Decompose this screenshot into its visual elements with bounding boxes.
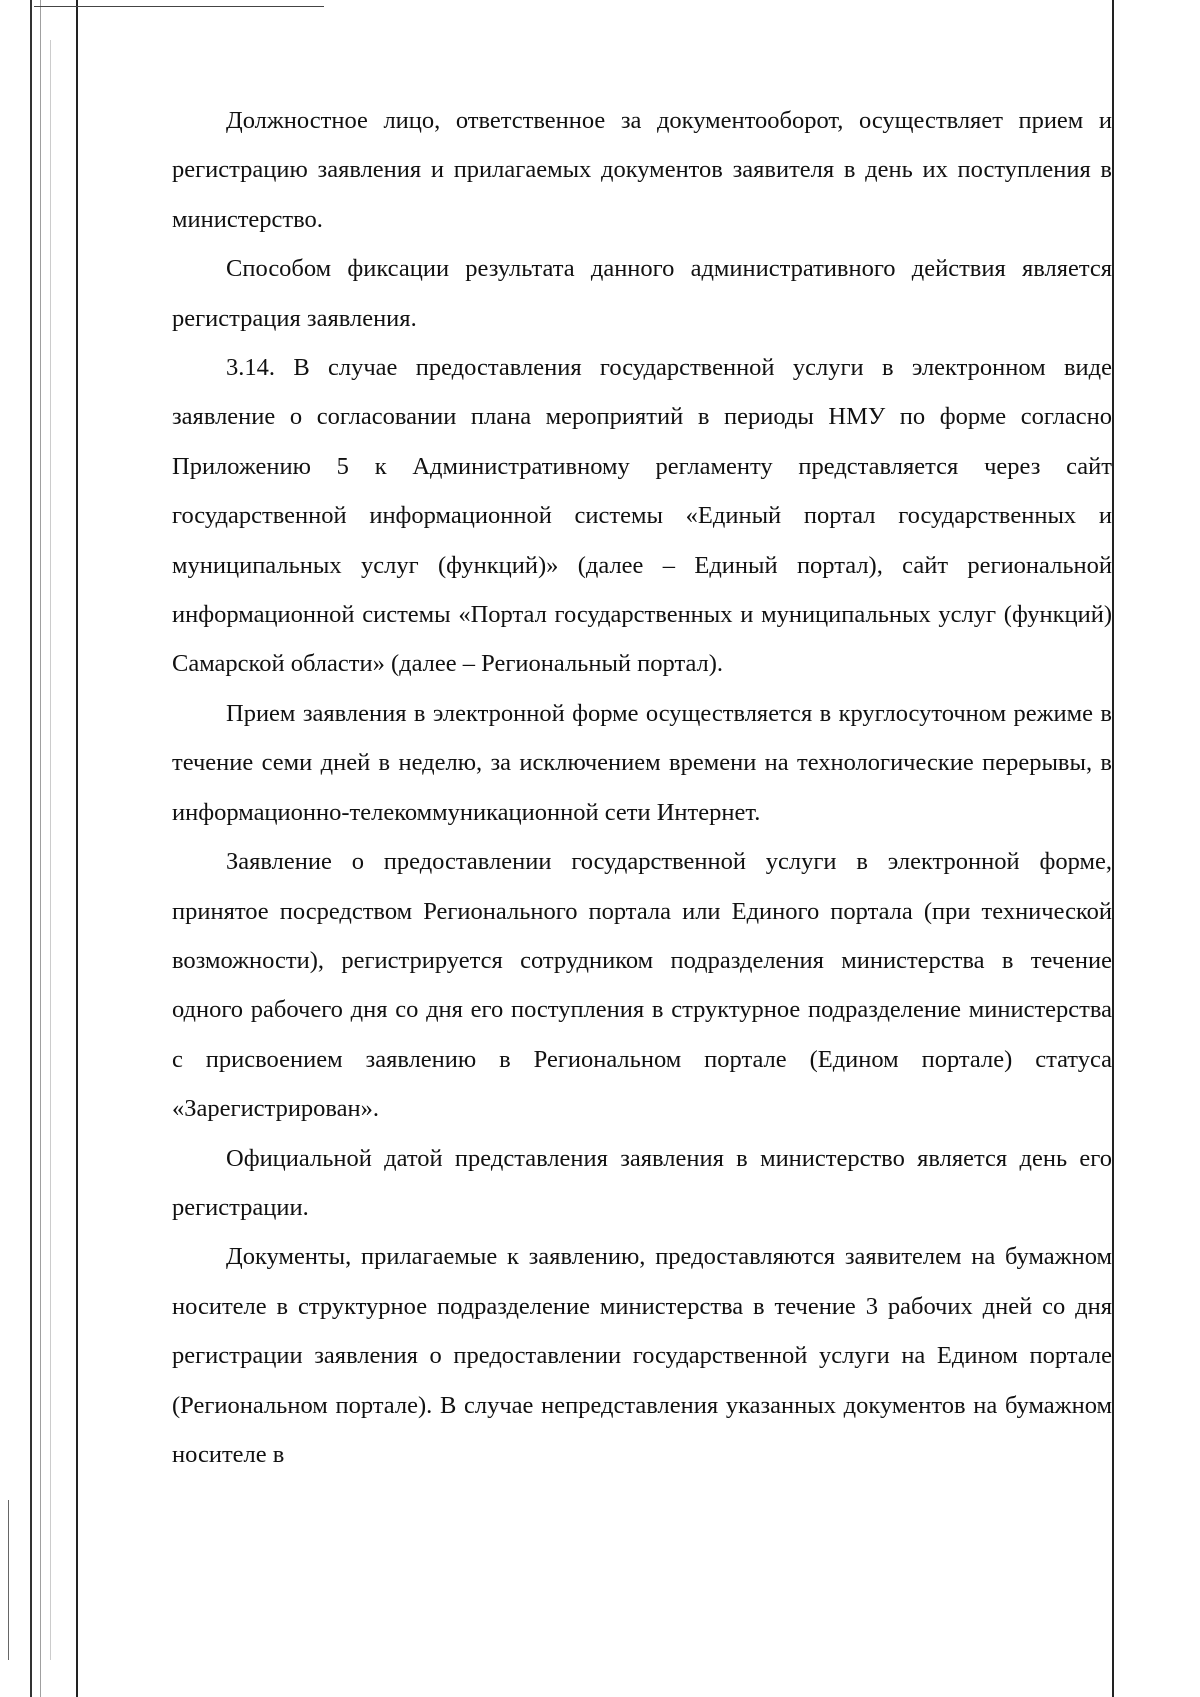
paragraph: Должностное лицо, ответственное за документооборот, осуществляет прием и регистрацию заявления и прилагаемых документов заявителя в день их поступления в министерство.	[172, 107, 1112, 233]
paragraph: Документы, прилагаемые к заявлению, предоставляются заявителем на бумажном носителе в структурное подразделение министерства в течение 3 рабочих дней со дня регистрации заявления о предоставлении государственной услуги на Едином портале (Региональном портале). В случае непредставления указанных документов на бумажном носителе в	[172, 1243, 1112, 1468]
right-margin-line	[1112, 0, 1114, 1697]
scan-artifact-line	[34, 6, 324, 7]
binding-edge-line	[40, 0, 41, 1697]
paragraph: Способом фиксации результата данного административного действия является регистрация заявления.	[172, 255, 1112, 332]
paragraph: 3.14. В случае предоставления государственной услуги в электронном виде заявление о согласовании плана мероприятий в периоды НМУ по форме согласно Приложению 5 к Административному регламенту представляется через сайт государственной информационной системы «Единый портал государственных и муниципальных услуг (функций)» (далее – Единый портал), сайт региональной информационной системы «Портал государственных и муниципальных услуг (функций) Самарской области» (далее – Региональный портал).	[172, 354, 1112, 678]
scan-artifact-line	[8, 1500, 9, 1660]
document-body	[172, 96, 1112, 1479]
paragraph: Официальной датой представления заявления в министерство является день его регистрации.	[172, 1144, 1112, 1221]
paragraph: Заявление о предоставлении государственной услуги в электронной форме, принятое посредством Регионального портала или Единого портала (при технической возможности), регистрируется сотрудником подразделения министерства в течение одного рабочего дня со дня его поступления в структурное подразделение министерства с присвоением заявлению в Региональном портале (Едином портале) статуса «Зарегистрирован».	[172, 848, 1112, 1123]
binding-edge-line	[50, 40, 51, 1660]
binding-edge-line	[30, 0, 32, 1697]
left-margin-line	[76, 0, 78, 1697]
paragraph: Прием заявления в электронной форме осуществляется в круглосуточном режиме в течение семи дней в неделю, за исключением времени на технологические перерывы, в информационно-телекоммуникационной сети Интернет.	[172, 699, 1112, 826]
